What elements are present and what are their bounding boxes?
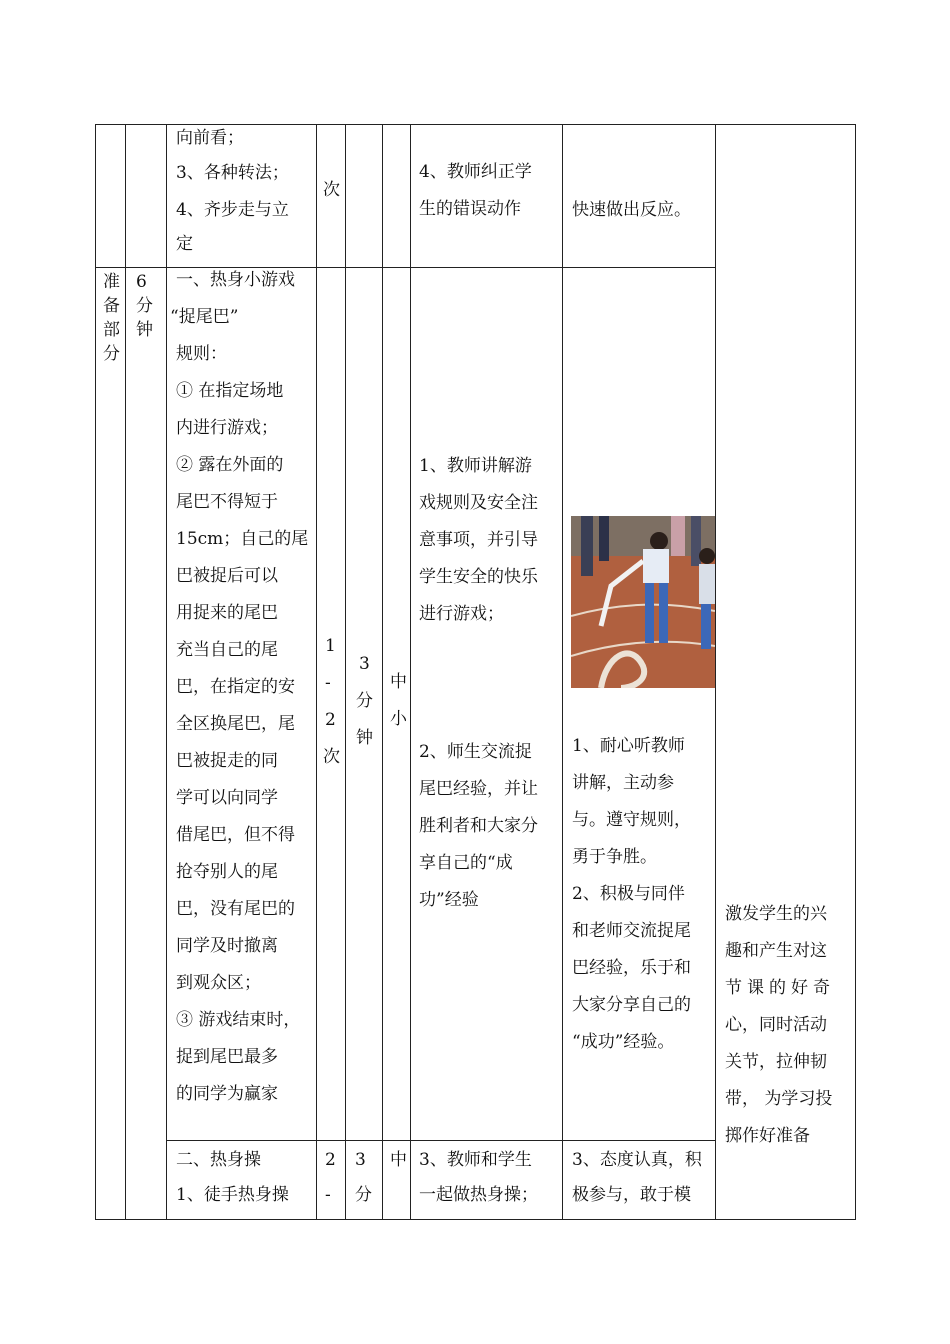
warmup-duration-cell [355,1143,372,1213]
col-line-3 [316,124,317,1220]
text-line: 充当自己的尾 [176,640,278,660]
text-line: “成功”经验。 [572,1032,675,1052]
char: 次 [323,747,340,767]
char: 备 [103,296,120,316]
text-line: 学可以向同学 [176,788,278,808]
text-line: 带， 为学习投 [725,1089,833,1109]
section-minutes [136,270,153,342]
text-line: 胜利者和大家分 [419,816,538,836]
text-line: 向前看； [176,128,244,148]
text-line: 激发学生的兴 [725,904,827,924]
text-line: 一、热身小游戏 [176,270,295,290]
col-line-8 [715,124,716,1220]
col-line-0 [95,124,96,1220]
text-line: 尾巴经验，并让 [419,779,538,799]
char: 分 [355,1185,372,1205]
text-line: 功”经验 [419,890,479,910]
photo-illustration [571,516,715,688]
col-line-6 [410,124,411,1220]
warmup-content-cell [176,1143,289,1213]
text-line: “捉尾巴” [170,307,239,327]
text-line: 享自己的“成 [419,853,513,873]
char: 6 [136,272,147,292]
char: 钟 [356,728,373,748]
col-line-7 [562,124,563,1220]
text-line: 二、热身操 [176,1150,261,1170]
text-line: 内进行游戏； [176,418,278,438]
text-line: 一起做热身操； [419,1185,538,1205]
char: 分 [136,296,153,316]
text-line: 生的错误动作 [419,199,521,219]
warmup-intensity-cell [390,1143,407,1178]
char: 1 [325,636,336,656]
text-line: 讲解，主动参 [572,773,674,793]
char: 中 [390,1150,407,1170]
text-line: 抢夺别人的尾 [176,862,278,882]
game-times-cell [325,628,340,776]
text-line: 15cm；自己的尾 [176,529,309,549]
text-line: 到观众区； [176,973,261,993]
text-line: 心，同时活动 [725,1015,827,1035]
text-line: 4、齐步走与立 [176,200,289,220]
warmup-teacher-cell [419,1143,538,1213]
char: 3 [359,654,370,674]
text-line: 意事项，并引导 [419,530,538,550]
col-line-9 [855,124,856,1220]
char: 部 [103,320,120,340]
char: - [325,673,331,693]
text-line: 和老师交流捉尾 [572,921,691,941]
section-label [103,270,120,366]
text-line: 1、教师讲解游 [419,456,532,476]
char: 准 [103,272,120,292]
warmup-times-cell [325,1143,336,1213]
text-line: 勇于争胜。 [572,847,657,867]
game-teacher-cell-1 [419,448,538,633]
text-line: 巴，没有尾巴的 [176,899,295,919]
game-student-cell [572,728,691,1061]
text-line: 3、态度认真，积 [572,1150,702,1170]
text-line: 学生安全的快乐 [419,567,538,587]
purpose-cell [725,896,835,1155]
text-line: 巴被捉后可以 [176,566,278,586]
text-line: ③ 游戏结束时， [176,1010,301,1030]
text-line: 同学及时撤离 [176,936,278,956]
text-line: 捉到尾巴最多 [176,1047,278,1067]
char: 2 [325,1150,336,1170]
text-line: 1、耐心听教师 [572,736,685,756]
char: - [325,1185,331,1205]
text-line: 定 [176,234,193,254]
text-line: ② 露在外面的 [176,455,284,475]
text-line: ① 在指定场地 [176,381,284,401]
char: 分 [103,344,120,364]
col-line-5 [382,124,383,1220]
text-line: 2、积极与同伴 [572,884,685,904]
top-student-cell [572,192,691,229]
top-times-cell [323,172,340,209]
text-line: 巴被捉走的同 [176,751,278,771]
game-teacher-cell-2 [419,734,538,919]
col-line-1 [125,124,126,1220]
top-content-cell [176,120,289,263]
text-line: 进行游戏； [419,604,504,624]
char: 2 [325,710,336,730]
text-line: 借尾巴，但不得 [176,825,295,845]
text-line: 4、教师纠正学 [419,162,532,182]
text-line: 的同学为赢家 [176,1084,278,1104]
text-line: 巴经验，乐于和 [572,958,691,978]
text-line: 大家分享自己的 [572,995,691,1015]
char: 钟 [136,320,153,340]
text-line: 规则： [176,344,227,364]
text-line: 趣和产生对这 [725,941,827,961]
char: 分 [356,691,373,711]
text-line: 次 [323,180,340,200]
text-line: 与。遵守规则， [572,810,691,830]
char: 中 [390,672,407,692]
text-line: 2、师生交流捉 [419,742,532,762]
char: 3 [355,1150,366,1170]
text-line: 3、各种转法； [176,163,289,183]
text-line: 巴，在指定的安 [176,677,295,697]
text-line: 用捉来的尾巴 [176,603,278,623]
game-intensity-cell [390,664,407,738]
text-line: 3、教师和学生 [419,1150,532,1170]
text-line: 1、徒手热身操 [176,1185,289,1205]
text-line: 戏规则及安全注 [419,493,538,513]
char: 小 [390,709,407,729]
top-teacher-cell [419,154,532,228]
game-duration-cell [356,646,373,757]
text-line: 掷作好准备 [725,1126,810,1146]
table-bottom-border [95,1219,856,1220]
col-line-2 [166,124,167,1220]
text-line: 全区换尾巴，尾 [176,714,295,734]
game-content-cell [170,262,309,1113]
students-playing-photo [571,516,715,688]
text-line: 关节，拉伸韧 [725,1052,827,1072]
col-line-4 [345,124,346,1220]
text-line: 极参与，敢于模 [572,1185,691,1205]
warmup-student-cell [572,1143,702,1213]
text-line: 尾巴不得短于 [176,492,278,512]
text-line: 快速做出反应。 [572,200,691,220]
row-divider-2 [166,1140,716,1141]
text-line: 节课的好奇 [725,978,835,998]
